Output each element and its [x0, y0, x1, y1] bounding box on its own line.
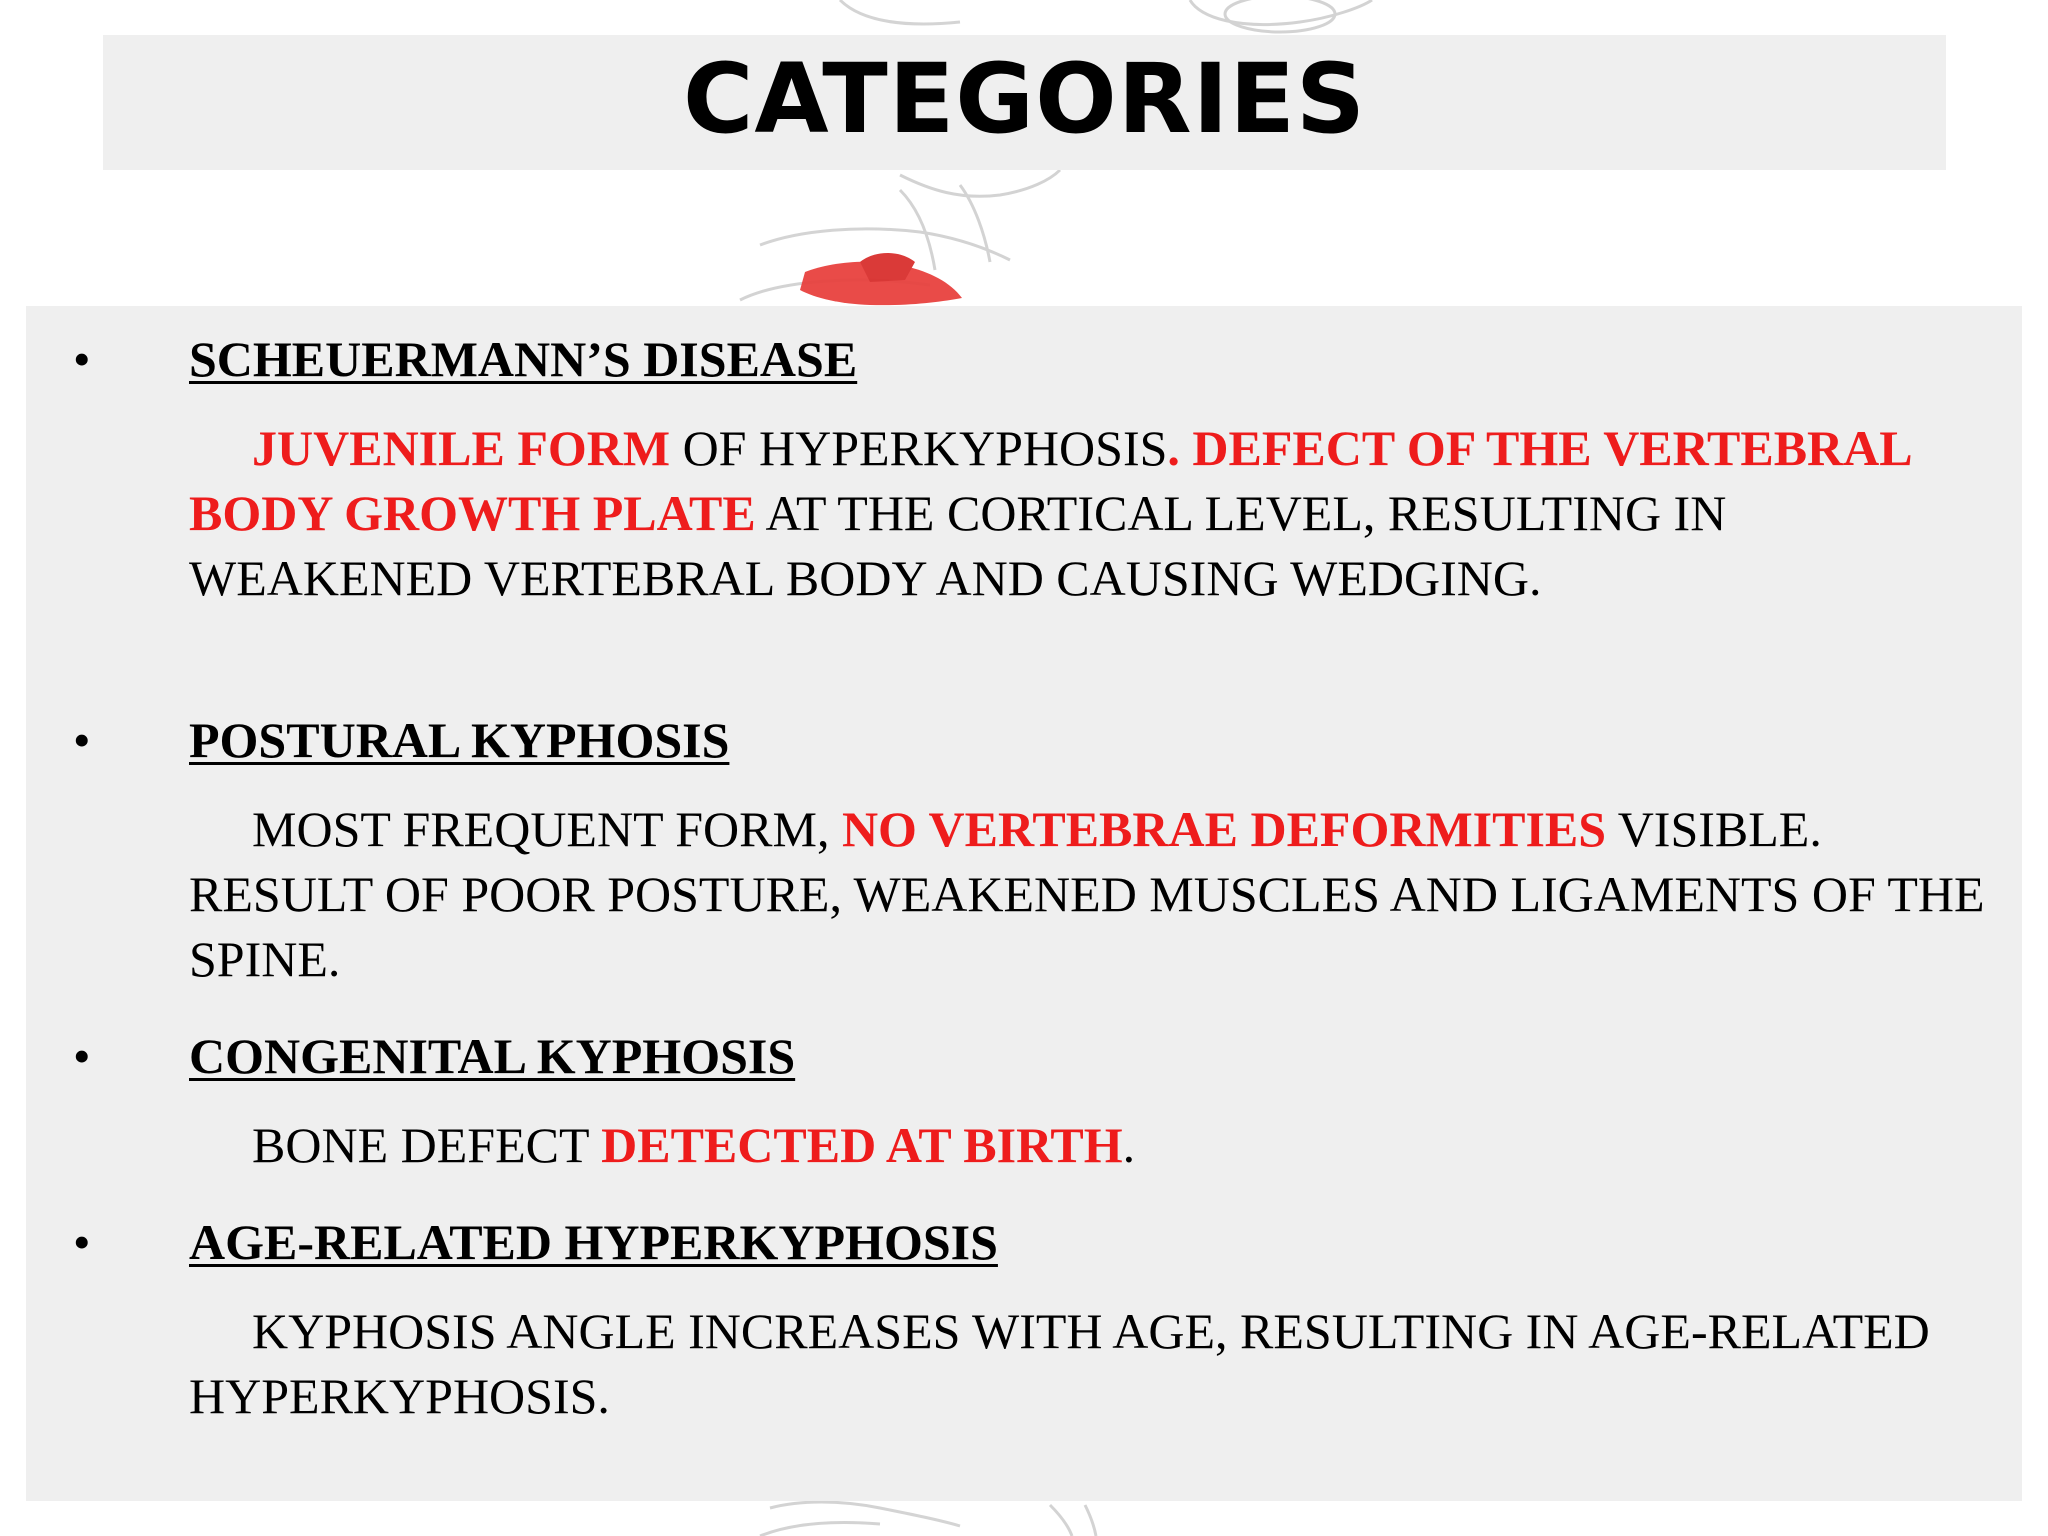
description-segment: OF HYPERKYPHOSIS — [670, 420, 1168, 476]
description-segment: KYPHOSIS ANGLE INCREASES WITH AGE, RESULTING IN AGE-RELATED HYPERKYPHOSIS. — [189, 1303, 1930, 1424]
description-segment: NO VERTEBRAE DEFORMITIES — [841, 801, 1607, 857]
category-heading: SCHEUERMANN’S DISEASE — [189, 331, 858, 387]
category-description — [189, 797, 1999, 992]
category-heading: CONGENITAL KYPHOSIS — [189, 1028, 796, 1084]
bullet-icon: • — [73, 1028, 91, 1084]
description-segment: . DEFECT OF THE VERTEBRAL BODY GROWTH PLATE — [189, 420, 1910, 541]
category-description — [189, 1299, 1999, 1429]
description-segment: JUVENILE FORM — [252, 420, 671, 476]
description-segment: AT THE CORTICAL LEVEL, RESULTING IN WEAKENED VERTEBRAL BODY AND CAUSING WEDGING. — [189, 485, 1727, 606]
category-heading: AGE-RELATED HYPERKYPHOSIS — [189, 1214, 998, 1270]
description-segment: BONE DEFECT — [252, 1117, 602, 1173]
description-segment: DETECTED AT BIRTH — [601, 1117, 1123, 1173]
category-description — [189, 1113, 1999, 1178]
bullet-icon: • — [73, 1214, 91, 1270]
bullet-icon: • — [73, 331, 91, 387]
description-segment: . — [1122, 1117, 1136, 1173]
description-segment: VISIBLE. RESULT OF POOR POSTURE, WEAKENED MUSCLES AND LIGAMENTS OF THE SPINE. — [189, 801, 1985, 987]
bullet-icon: • — [73, 712, 91, 768]
category-heading: POSTURAL KYPHOSIS — [189, 712, 730, 768]
content-panel — [26, 306, 2022, 1501]
category-description — [189, 416, 1999, 611]
description-segment: MOST FREQUENT FORM, — [252, 801, 842, 857]
title-bar — [103, 35, 1946, 170]
slide-title: CATEGORIES — [682, 42, 1367, 155]
